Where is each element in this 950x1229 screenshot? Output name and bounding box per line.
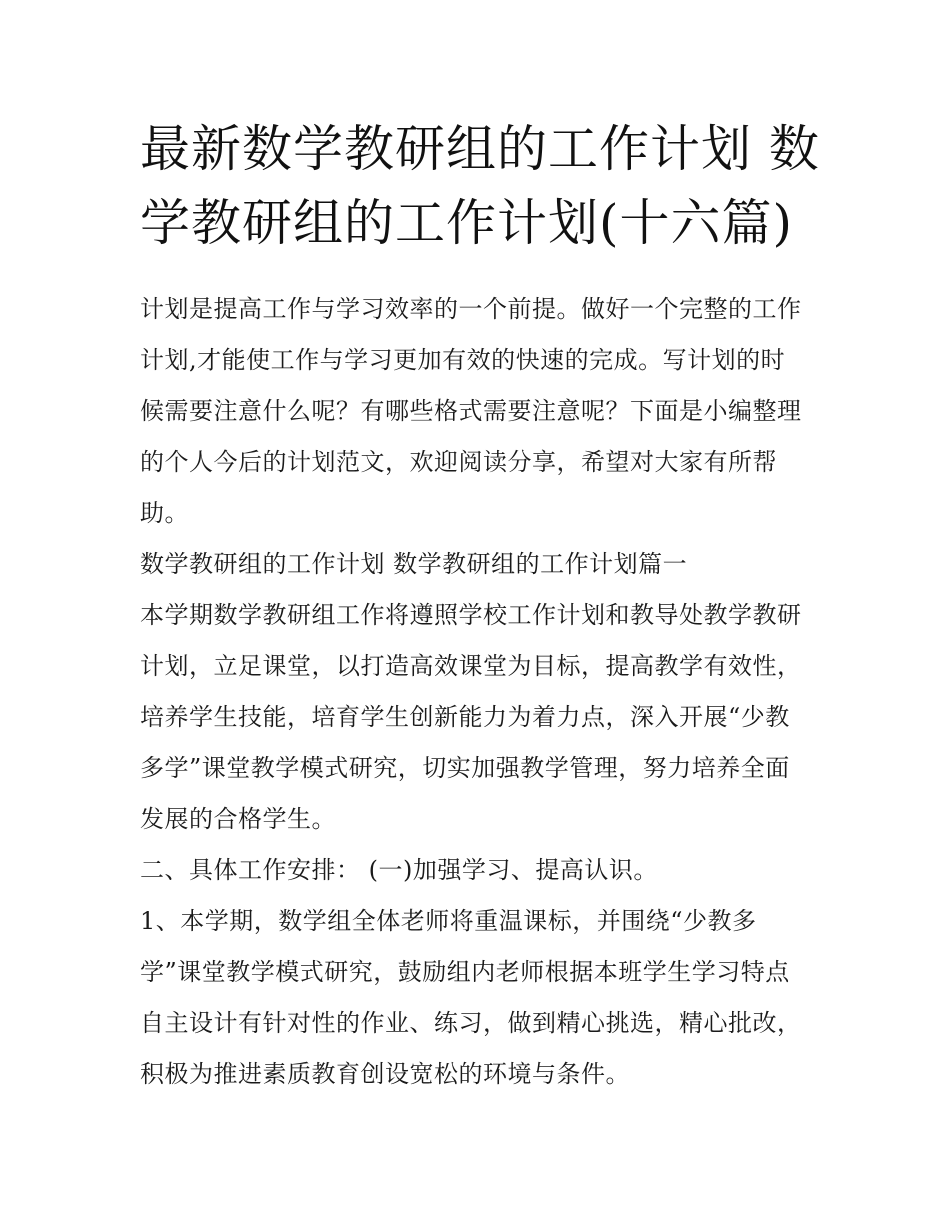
item-line: 积极为推进素质教育创设宽松的环境与条件。 [140, 1060, 630, 1088]
intro-line: 计划,才能使工作与学习更加有效的快速的完成。写计划的时 [140, 346, 786, 374]
title-line: 最新数学教研组的工作计划 数 [140, 120, 820, 178]
document-title [140, 112, 820, 260]
item-paragraph [140, 896, 820, 1100]
title-line: 学教研组的工作计划(十六篇) [140, 194, 794, 252]
item-line: 1、本学期，数学组全体老师将重温课标，并围绕“少教多 [140, 907, 757, 935]
section-line: 发展的合格学生。 [140, 805, 336, 833]
intro-line: 计划是提高工作与学习效率的一个前提。做好一个完整的工作 [140, 295, 802, 323]
item-line: 自主设计有针对性的作业、练习，做到精心挑选，精心批改， [140, 1009, 802, 1037]
section-line: 计划，立足课堂，以打造高效课堂为目标，提高教学有效性， [140, 652, 802, 680]
intro-line: 候需要注意什么呢？有哪些格式需要注意呢？下面是小编整理 [140, 397, 802, 425]
section-line: 培养学生技能，培育学生创新能力为着力点，深入开展“少教 [140, 703, 790, 731]
item-line: 学”课堂教学模式研究，鼓励组内老师根据本班学生学习特点 [140, 958, 790, 986]
section-line: 多学”课堂教学模式研究，切实加强教学管理，努力培养全面 [140, 754, 790, 782]
document-body [140, 284, 820, 1100]
subheading-text: 二、具体工作安排： (一)加强学习、提高认识。 [140, 856, 658, 884]
section-line: 本学期数学教研组工作将遵照学校工作计划和教导处教学教研 [140, 601, 802, 629]
section-paragraph [140, 590, 820, 845]
intro-paragraph [140, 284, 820, 539]
section-heading-text: 数学教研组的工作计划 数学教研组的工作计划篇一 [140, 550, 688, 578]
section-heading [140, 539, 820, 590]
document-page [140, 112, 820, 1100]
intro-line: 助。 [140, 499, 189, 527]
intro-line: 的个人今后的计划范文，欢迎阅读分享，希望对大家有所帮 [140, 448, 777, 476]
subheading [140, 845, 820, 896]
